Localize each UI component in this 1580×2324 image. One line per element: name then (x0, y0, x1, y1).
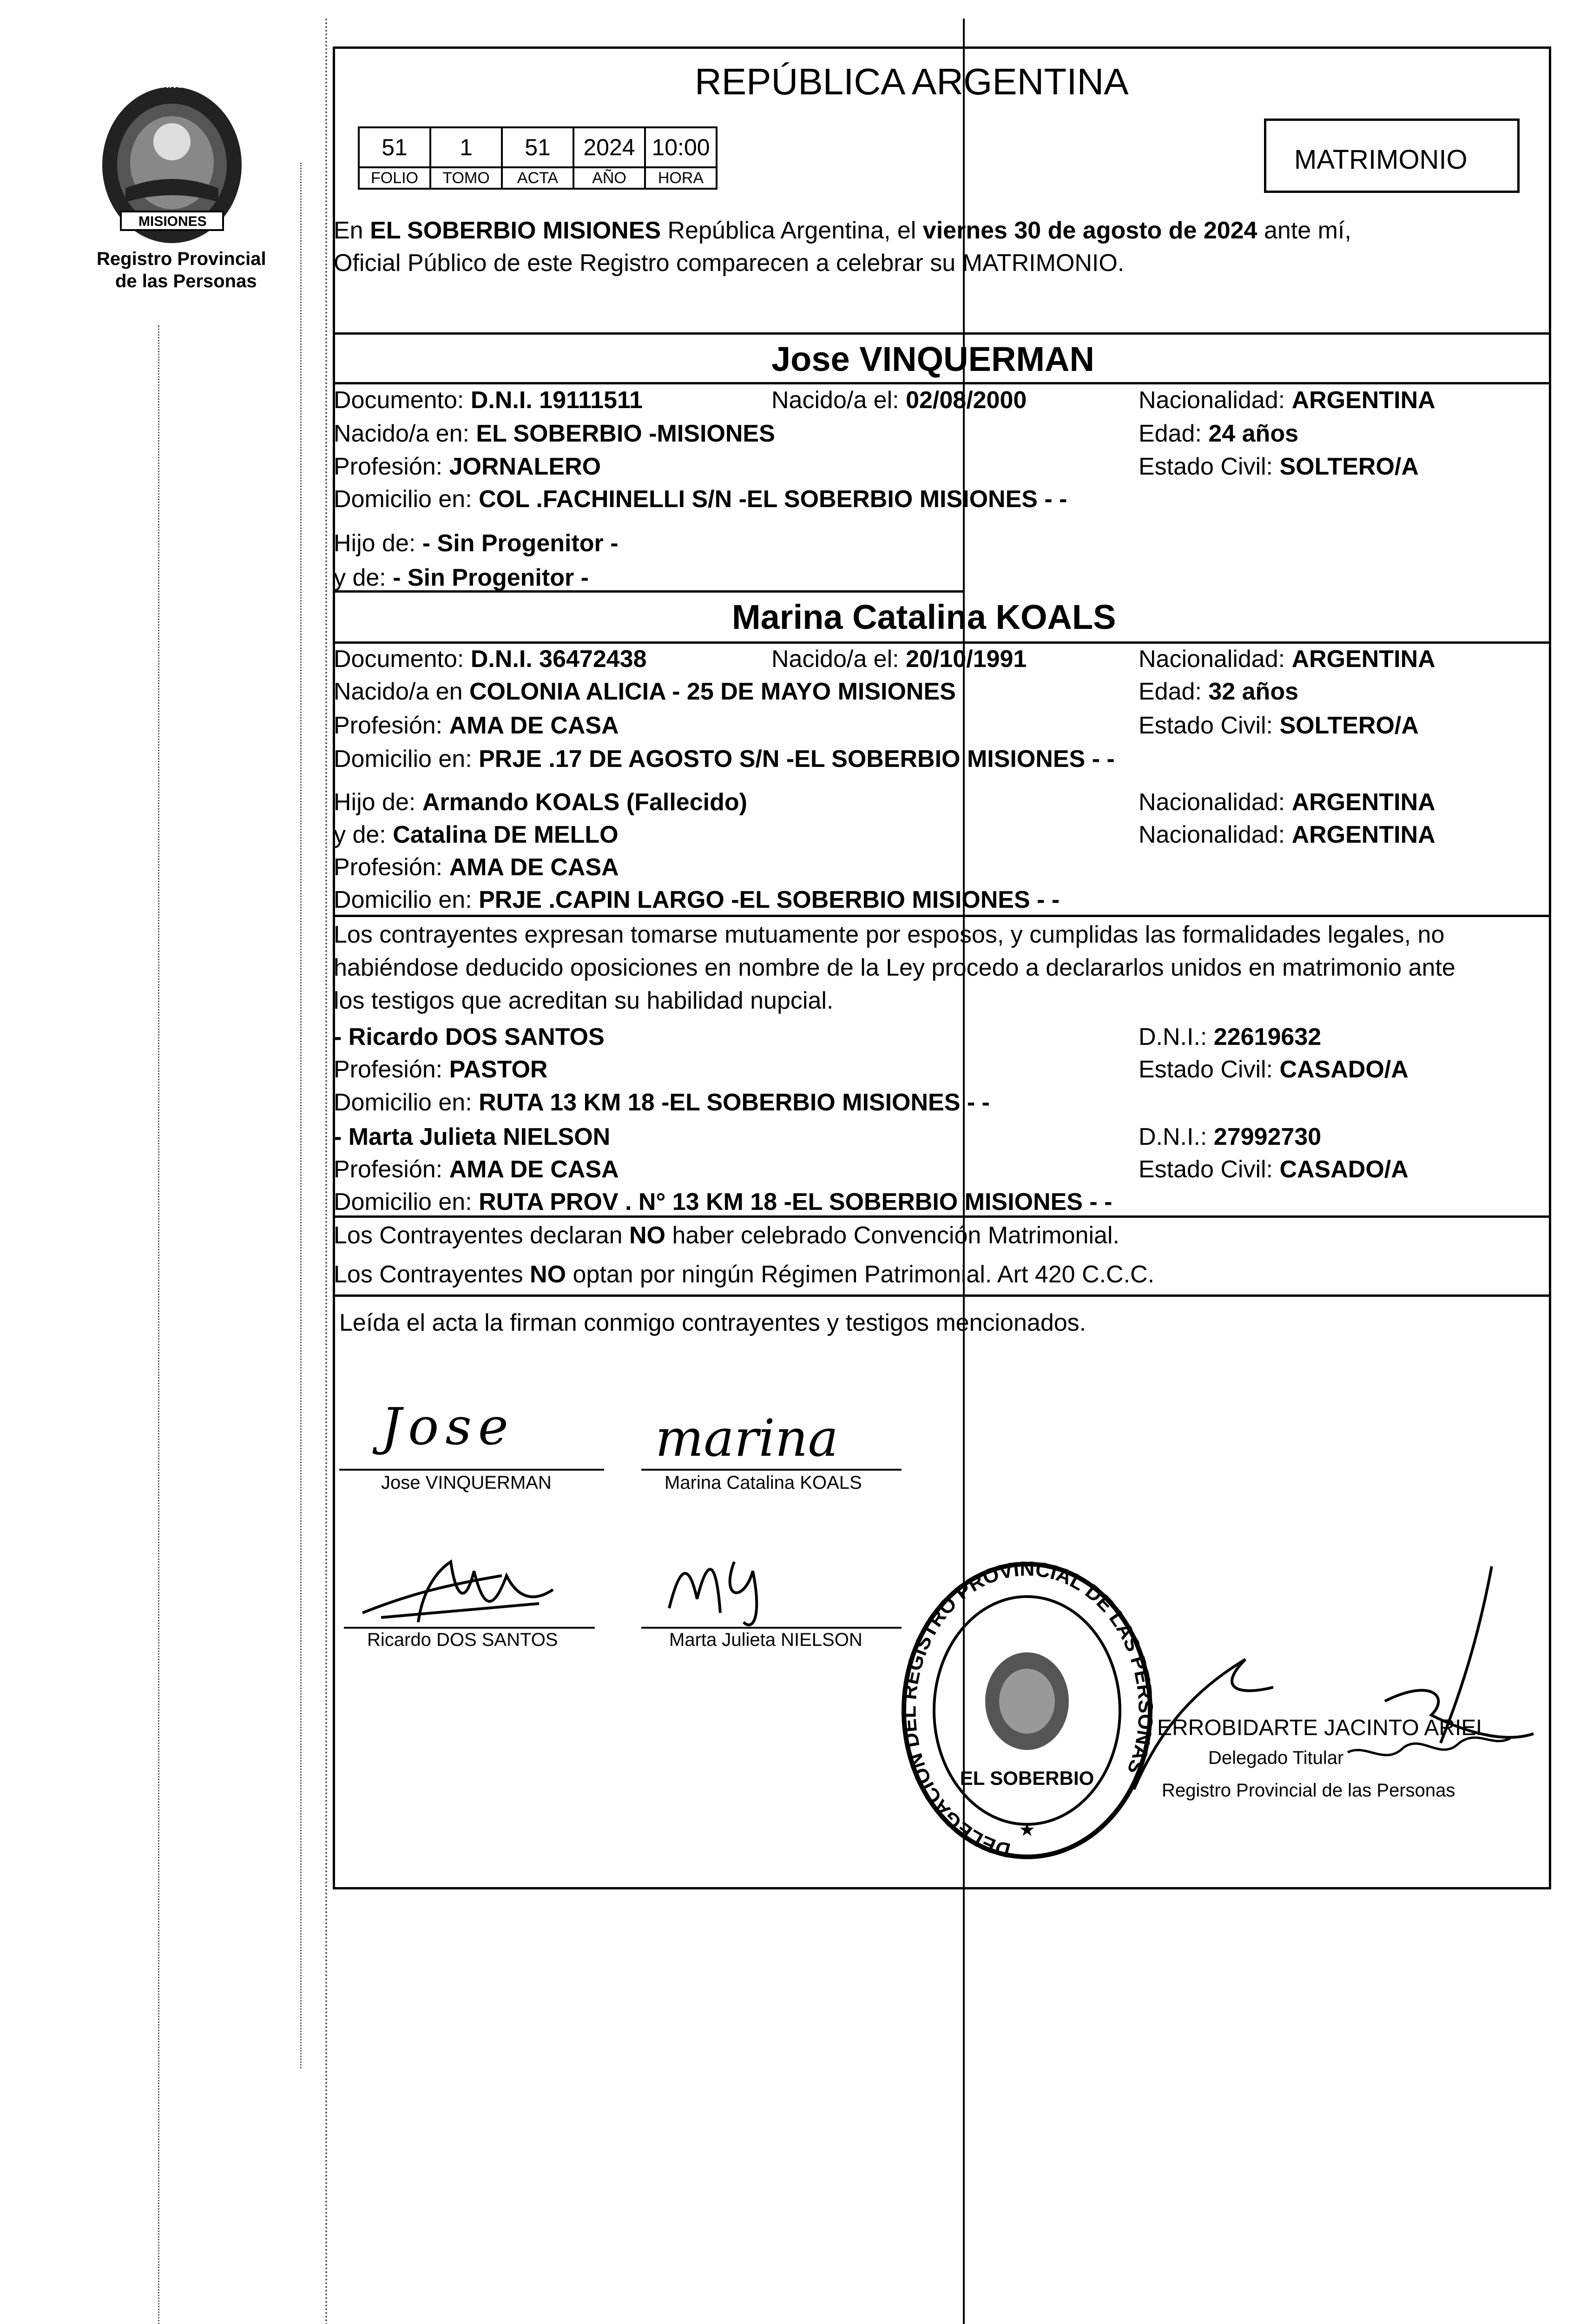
spouse2-profession (334, 713, 619, 738)
value: - Ricardo DOS SANTOS (334, 1023, 605, 1050)
spouse1-profession (334, 455, 601, 479)
value: ARGENTINA (1291, 789, 1435, 816)
record-type: MATRIMONIO (1294, 145, 1468, 175)
value: 20/10/1991 (906, 646, 1027, 673)
value: RUTA 13 KM 18 -EL SOBERBIO MISIONES - - (479, 1089, 990, 1116)
spouse2-civil-status (1139, 713, 1419, 738)
signature-line (641, 1627, 902, 1629)
record-type-box (1264, 119, 1520, 193)
spouse2-mother-nationality (1139, 823, 1435, 847)
value: ARGENTINA (1291, 387, 1435, 414)
label: Domicilio en: (334, 1089, 472, 1116)
margin-dotted-line (325, 19, 327, 2324)
spouse1-nationality (1139, 388, 1435, 412)
spouse2-born-date (771, 647, 1027, 671)
label: D.N.I.: (1139, 1123, 1207, 1150)
value: 02/08/2000 (906, 387, 1027, 414)
witness2-name (334, 1125, 610, 1149)
ano-label: AÑO (573, 167, 645, 189)
record-id-table (358, 126, 718, 190)
intro-text-b: República Argentina, el (661, 217, 923, 244)
star-icon: ★ (1019, 1819, 1035, 1841)
spouse2-age (1139, 680, 1298, 704)
value: EL SOBERBIO -MISIONES (476, 420, 775, 447)
regime-line-1 (334, 1223, 1119, 1248)
witness1-name (334, 1025, 605, 1049)
label: Hijo de: (334, 530, 416, 557)
label: Domicilio en: (334, 1188, 472, 1215)
text-c: optan por ningún Régimen Patrimonial. Art 420 C.C.C. (566, 1261, 1155, 1288)
text-a: Los Contrayentes declaran (334, 1222, 629, 1249)
label: Profesión: (334, 712, 443, 739)
value: AMA DE CASA (449, 854, 619, 881)
witness1-signature (353, 1543, 576, 1636)
spouse1-document (334, 388, 643, 412)
intro-text-c: ante mí, (1257, 217, 1351, 244)
value: 32 años (1208, 678, 1298, 705)
divider (333, 1294, 1551, 1297)
label: Domicilio en: (334, 486, 472, 513)
registry-logo (88, 77, 266, 291)
spouse2-nationality (1139, 647, 1435, 671)
declaration-line-1: Los contrayentes expresan tomarse mutuamente por esposos, y cumplidas las formalidades legales, no (334, 921, 1445, 948)
left-dotted-line (158, 325, 159, 2324)
value: 24 años (1208, 420, 1298, 447)
ano-value: 2024 (573, 127, 645, 167)
witness1-domicile (334, 1090, 990, 1115)
label: Edad: (1139, 420, 1202, 447)
label: Nacido/a en: (334, 420, 469, 447)
label: D.N.I.: (1139, 1023, 1207, 1050)
witness1-dni (1139, 1025, 1321, 1049)
divider (333, 641, 1551, 644)
spouse2-father-nationality (1139, 790, 1435, 814)
witness2-signature-label: Marta Julieta NIELSON (669, 1630, 862, 1650)
country-title: REPÚBLICA ARGENTINA (695, 61, 1129, 102)
tomo-value: 1 (430, 127, 502, 167)
spouse1-mother (334, 566, 589, 590)
value: - Sin Progenitor - (393, 564, 589, 591)
spouse1-age (1139, 422, 1298, 446)
official-name: ERROBIDARTE JACINTO ARIEL (1157, 1716, 1489, 1740)
stamp-inner-text: EL SOBERBIO (960, 1767, 1094, 1789)
value: 22619632 (1213, 1023, 1322, 1050)
spouse1-father (334, 531, 619, 555)
stamp-ring-text: DELEGACION DEL REGISTRO PROVINCIAL DE LAS PERSONAS (897, 1557, 1157, 1862)
text-a: Los Contrayentes (334, 1261, 530, 1288)
spouse2-mother (334, 823, 619, 847)
declaration-line-2: habiéndose deducido oposiciones en nombre de la Ley procedo a declararlos unidos en matrimonio ante (334, 954, 1455, 981)
value: D.N.I. 19111511 (470, 387, 643, 414)
value: PRJE .CAPIN LARGO -EL SOBERBIO MISIONES - - (479, 886, 1060, 913)
label: Estado Civil: (1139, 1056, 1273, 1083)
divider (333, 590, 965, 593)
witness1-signature-label: Ricardo DOS SANTOS (367, 1630, 558, 1650)
divider (333, 332, 1551, 335)
divider (333, 382, 1551, 384)
value: Catalina DE MELLO (393, 821, 619, 848)
value: CASADO/A (1279, 1056, 1409, 1083)
value: PASTOR (449, 1056, 548, 1083)
intro-date: viernes 30 de agosto de 2024 (922, 217, 1257, 244)
label: Domicilio en: (334, 886, 472, 913)
value: ARGENTINA (1291, 646, 1435, 673)
spouse2-document (334, 647, 647, 671)
divider (333, 1215, 1551, 1218)
acta-label: ACTA (502, 167, 573, 189)
value: JORNALERO (449, 453, 601, 480)
closing-text: Leída el acta la firman conmigo contrayentes y testigos mencionados. (339, 1309, 1086, 1336)
witness1-profession (334, 1057, 547, 1082)
spouse1-civil-status (1139, 455, 1419, 479)
value: CASADO/A (1279, 1156, 1409, 1183)
label: Estado Civil: (1139, 453, 1273, 480)
fold-dotted-line (300, 163, 302, 2068)
value: AMA DE CASA (449, 712, 619, 739)
registry-label-line2: de las Personas (115, 271, 257, 291)
value: - Marta Julieta NIELSON (334, 1123, 611, 1150)
label: Profesión: (334, 453, 443, 480)
signature-line (641, 1469, 902, 1471)
label: y de: (334, 821, 386, 848)
spouse2-father (334, 790, 747, 814)
text-c: haber celebrado Convención Matrimonial. (665, 1222, 1119, 1249)
value: SOLTERO/A (1279, 712, 1419, 739)
witness2-dni (1139, 1125, 1321, 1149)
label: Documento: (334, 387, 464, 414)
witness1-civil-status (1139, 1057, 1409, 1082)
value: COL .FACHINELLI S/N -EL SOBERBIO MISIONES - - (479, 486, 1067, 513)
label: Estado Civil: (1139, 712, 1273, 739)
label: Hijo de: (334, 789, 416, 816)
value: ARGENTINA (1291, 821, 1435, 848)
label: Nacido/a el: (771, 646, 899, 673)
acta-value: 51 (502, 127, 573, 167)
divider (333, 915, 1551, 917)
spouse2-birthplace (334, 680, 956, 704)
text-b: NO (629, 1222, 665, 1249)
intro-text-a: En (334, 217, 370, 244)
label: Estado Civil: (1139, 1156, 1273, 1183)
hora-value: 10:00 (645, 127, 717, 167)
label: Profesión: (334, 854, 443, 881)
value: SOLTERO/A (1279, 453, 1419, 480)
spouse2-parent-profession (334, 855, 619, 879)
value: D.N.I. 36472438 (470, 646, 647, 673)
official-office: Registro Provincial de las Personas (1162, 1780, 1455, 1801)
official-role: Delegado Titular (1208, 1748, 1344, 1768)
spouse1-born-date (771, 388, 1027, 412)
label: Edad: (1139, 678, 1202, 705)
spouse1-signature: Jose (381, 1397, 515, 1456)
label: Nacido/a en (334, 678, 463, 705)
label: Documento: (334, 646, 464, 673)
intro-place: EL SOBERBIO MISIONES (370, 217, 661, 244)
seal-bottom-text: MISIONES (138, 214, 207, 229)
value: Armando KOALS (Fallecido) (422, 789, 747, 816)
value: PRJE .17 DE AGOSTO S/N -EL SOBERBIO MISIONES - - (479, 746, 1115, 772)
label: Nacido/a el: (771, 387, 899, 414)
label: Profesión: (334, 1156, 443, 1183)
spouse2-name: Marina Catalina KOALS (732, 598, 1116, 636)
folio-label: FOLIO (359, 167, 430, 189)
registry-label-line1: Registro Provincial (97, 249, 266, 269)
spouse2-signature-label: Marina Catalina KOALS (665, 1472, 862, 1493)
signature-line (344, 1627, 595, 1629)
witness2-profession (334, 1157, 619, 1182)
regime-line-2 (334, 1262, 1154, 1287)
signature-line (339, 1469, 604, 1471)
witness2-signature (651, 1543, 799, 1636)
spouse1-name: Jose VINQUERMAN (771, 340, 1094, 378)
value: RUTA PROV . N° 13 KM 18 -EL SOBERBIO MISIONES - - (479, 1188, 1113, 1215)
spouse1-signature-label: Jose VINQUERMAN (381, 1472, 552, 1493)
declaration-line-3: los testigos que acreditan su habilidad nupcial. (334, 987, 834, 1014)
label: Nacionalidad: (1139, 387, 1285, 414)
hora-label: HORA (645, 167, 717, 189)
label: Domicilio en: (334, 746, 472, 772)
spouse1-domicile (334, 487, 1067, 511)
label: Nacionalidad: (1139, 789, 1285, 816)
label: Nacionalidad: (1139, 821, 1285, 848)
seal-top-text: PROVINCIA DE (137, 79, 211, 90)
spouse1-birthplace (334, 422, 775, 446)
folio-value: 51 (359, 127, 430, 167)
value: - Sin Progenitor - (422, 530, 619, 557)
witness2-domicile (334, 1190, 1112, 1214)
spouse2-domicile (334, 747, 1115, 771)
value: COLONIA ALICIA - 25 DE MAYO MISIONES (469, 678, 956, 705)
intro-line-1 (334, 218, 1351, 243)
tomo-label: TOMO (430, 167, 502, 189)
witness2-civil-status (1139, 1157, 1409, 1182)
value: 27992730 (1213, 1123, 1322, 1150)
label: Profesión: (334, 1056, 443, 1083)
intro-line-2: Oficial Público de este Registro comparecen a celebrar su MATRIMONIO. (334, 250, 1125, 277)
spouse2-parent-domicile (334, 888, 1060, 912)
label: y de: (334, 564, 386, 591)
text-b: NO (530, 1261, 566, 1288)
spouse2-signature: marina (655, 1408, 839, 1468)
value: AMA DE CASA (449, 1156, 619, 1183)
label: Nacionalidad: (1139, 646, 1285, 673)
